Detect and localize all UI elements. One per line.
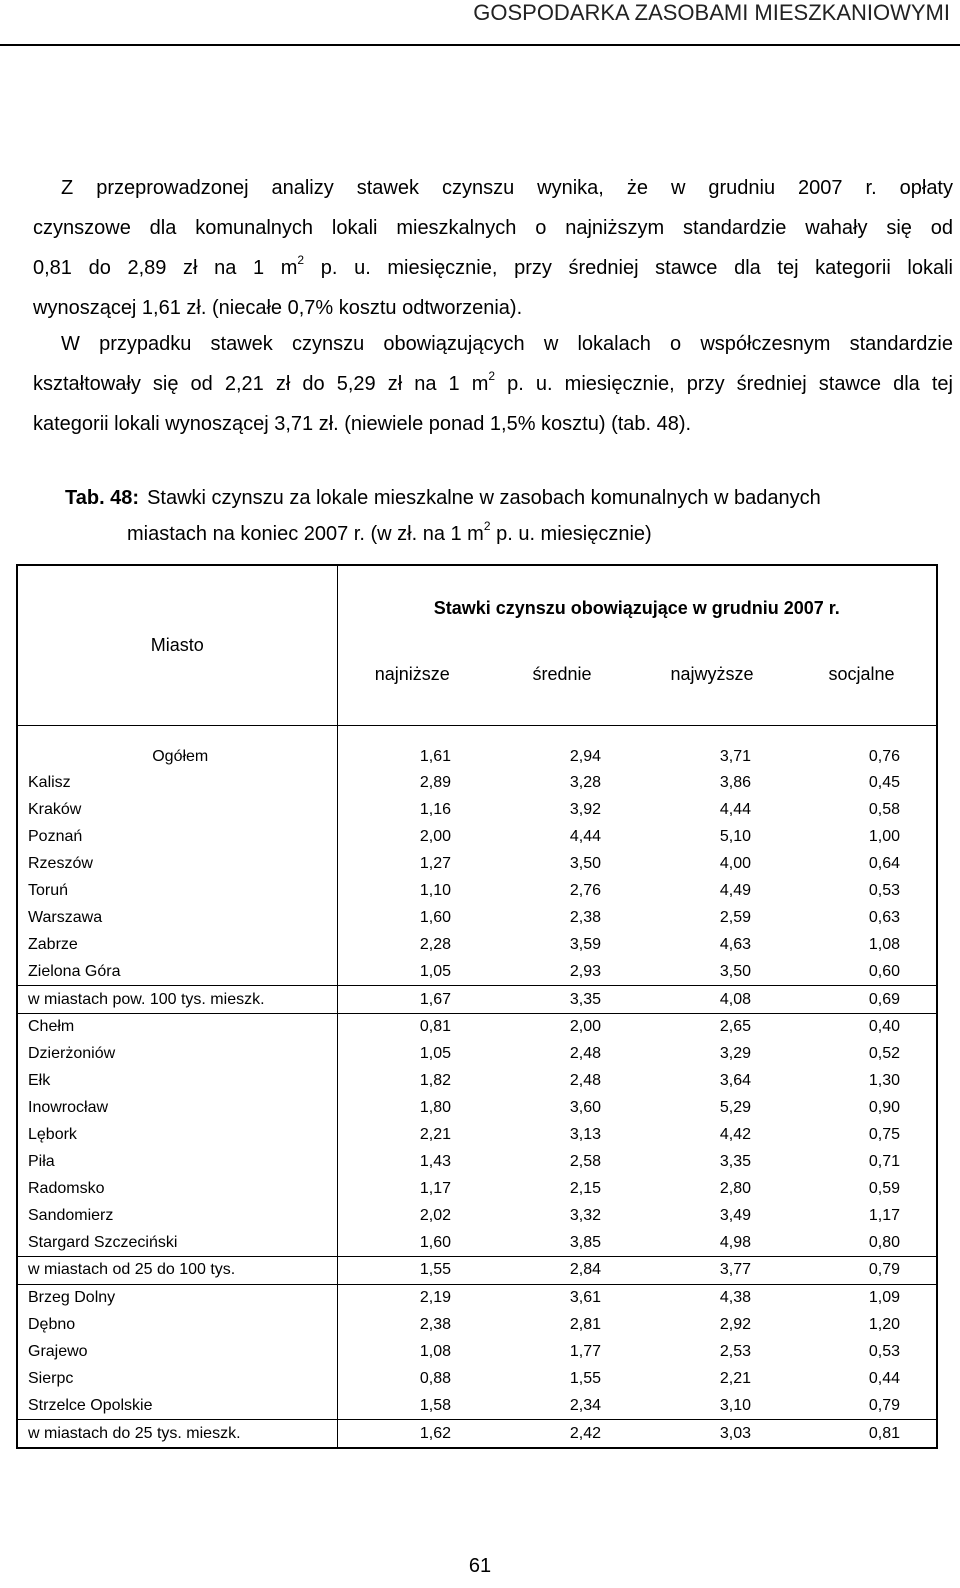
value-cell: 3,50 — [719, 962, 751, 980]
value-cell: 4,49 — [719, 882, 751, 899]
value-cell: 3,92 — [569, 801, 601, 819]
value-cell: 4,63 — [719, 935, 751, 953]
table-row — [17, 931, 937, 958]
paragraph-2-line-2-part-b: p. u. miesięcznie, przy średniej stawce dla tej — [495, 373, 953, 395]
value-cell: 3,03 — [637, 1420, 787, 1448]
superscript: 2 — [297, 253, 305, 268]
value-cell: 1,05 — [419, 1045, 451, 1063]
value-cell: 0,71 — [868, 1152, 900, 1170]
value-cell: 3,10 — [719, 1396, 751, 1414]
table-row — [17, 1148, 937, 1175]
city-name-cell: Kalisz — [17, 770, 337, 797]
value-cell: 1,61 — [337, 726, 487, 771]
value-cell: 0,44 — [868, 1370, 900, 1388]
value-cell: 2,38 — [569, 908, 601, 926]
table-row — [17, 1095, 937, 1122]
value-cell: 3,49 — [719, 1206, 751, 1224]
city-name-cell: Rzeszów — [17, 851, 337, 878]
city-name-cell: w miastach do 25 tys. mieszk. — [17, 1420, 337, 1448]
table-row — [17, 797, 937, 824]
value-cell: 3,50 — [569, 855, 601, 873]
value-cell: 2,80 — [719, 1179, 751, 1197]
value-cell: 5,29 — [719, 1099, 751, 1117]
value-cell: 0,81 — [337, 1014, 487, 1041]
value-cell: 1,08 — [419, 1343, 451, 1361]
value-cell: 1,30 — [868, 1072, 900, 1090]
city-name-cell: Lębork — [17, 1122, 337, 1149]
table-body — [17, 726, 937, 1449]
value-cell: 1,43 — [419, 1152, 451, 1170]
table-row — [17, 1175, 937, 1202]
value-cell: 4,08 — [637, 986, 787, 1014]
city-name-cell: Ogółem — [17, 726, 337, 771]
paragraph-2 — [33, 324, 953, 444]
column-header-city: Miasto — [17, 565, 337, 726]
city-name-cell: w miastach pow. 100 tys. mieszk. — [17, 986, 337, 1014]
paragraph-1-line-1: Z przeprowadzonej analizy stawek czynszu wynika, że w grudniu 2007 r. opłaty — [61, 177, 953, 199]
value-cell: 2,19 — [337, 1284, 487, 1311]
caption-line-2-part-b: p. u. miesięcznie) — [490, 523, 652, 545]
page-number: 61 — [468, 1555, 492, 1577]
value-cell: 1,17 — [868, 1206, 900, 1224]
table-row — [17, 986, 937, 1014]
city-name-cell: Grajewo — [17, 1339, 337, 1366]
value-cell: 0,88 — [419, 1370, 451, 1388]
group-header: Stawki czynszu obowiązujące w grudniu 2007 r. — [433, 598, 840, 618]
value-cell: 4,42 — [719, 1126, 751, 1144]
value-cell: 2,15 — [569, 1179, 601, 1197]
value-cell: 4,44 — [719, 801, 751, 819]
value-cell: 2,89 — [419, 774, 451, 792]
value-cell: 3,35 — [487, 986, 637, 1014]
table-row — [17, 1366, 937, 1393]
paragraph-2-line-2 — [33, 364, 953, 404]
value-cell: 0,80 — [868, 1233, 900, 1251]
value-cell: 3,61 — [487, 1284, 637, 1311]
value-cell: 1,58 — [419, 1396, 451, 1414]
value-cell: 5,10 — [719, 828, 751, 846]
value-cell: 0,63 — [868, 908, 900, 926]
value-cell: 3,60 — [569, 1099, 601, 1117]
value-cell: 1,60 — [419, 908, 451, 926]
city-name-cell: Piła — [17, 1148, 337, 1175]
value-cell: 2,76 — [569, 882, 601, 899]
city-name-cell: Zabrze — [17, 931, 337, 958]
value-cell: 0,53 — [868, 1343, 900, 1361]
table-row — [17, 1392, 937, 1419]
paragraph-2-line-3: kategorii lokali wynoszącej 3,71 zł. (niewiele ponad 1,5% kosztu) (tab. 48). — [33, 413, 692, 435]
value-cell: 0,53 — [868, 882, 900, 899]
table-row — [17, 726, 937, 771]
superscript: 2 — [488, 369, 496, 384]
value-cell: 2,48 — [569, 1072, 601, 1090]
paragraph-2-line-1: W przypadku stawek czynszu obowiązujących w lokalach o współczesnym standardzie — [61, 333, 953, 355]
table-row — [17, 878, 937, 905]
caption-label: Tab. 48: — [65, 487, 140, 509]
city-name-cell: Toruń — [17, 878, 337, 905]
value-cell: 2,38 — [419, 1316, 451, 1334]
value-cell: 0,81 — [787, 1420, 937, 1448]
table-row — [17, 1257, 937, 1285]
city-name-cell: Ełk — [17, 1068, 337, 1095]
table-row — [17, 770, 937, 797]
value-cell: 1,55 — [337, 1257, 487, 1285]
table-row — [17, 824, 937, 851]
table-row — [17, 1420, 937, 1448]
paragraph-1-line-3 — [33, 248, 953, 288]
city-name-cell: Radomsko — [17, 1175, 337, 1202]
paragraph-1-line-3-part-b: p. u. miesięcznie, przy średniej stawce dla tej kategorii lokali — [304, 257, 953, 279]
value-cell: 2,53 — [719, 1343, 751, 1361]
paragraph-1-line-2: czynszowe dla komunalnych lokali mieszkalnych o najniższym standardzie wahały się od — [33, 217, 953, 239]
table-row — [17, 1041, 937, 1068]
city-name-cell: Brzeg Dolny — [17, 1284, 337, 1311]
value-cell: 0,58 — [868, 801, 900, 819]
value-cell: 1,27 — [419, 855, 451, 873]
table-row — [17, 1202, 937, 1229]
value-cell: 0,79 — [868, 1396, 900, 1414]
value-cell: 2,48 — [569, 1045, 601, 1063]
column-header-average: średnie — [532, 663, 592, 684]
city-name-cell: Kraków — [17, 797, 337, 824]
value-cell: 0,64 — [868, 855, 900, 873]
value-cell: 4,38 — [637, 1284, 787, 1311]
value-cell: 4,00 — [719, 855, 751, 873]
caption-line-1: Stawki czynszu za lokale mieszkalne w zasobach komunalnych w badanych — [147, 487, 821, 509]
value-cell: 2,92 — [719, 1316, 751, 1334]
paragraph-2-line-2-part-a: kształtowały się od 2,21 zł do 5,29 zł na 1 m — [33, 373, 489, 395]
value-cell: 1,00 — [868, 828, 900, 846]
value-cell: 2,00 — [487, 1014, 637, 1041]
value-cell: 1,62 — [337, 1420, 487, 1448]
value-cell: 1,80 — [419, 1099, 451, 1117]
table-row — [17, 1339, 937, 1366]
table-row — [17, 1284, 937, 1311]
value-cell: 2,02 — [419, 1206, 451, 1224]
superscript: 2 — [483, 519, 491, 534]
value-cell: 0,76 — [787, 726, 937, 771]
city-name-cell: Warszawa — [17, 904, 337, 931]
caption-line-2 — [65, 516, 945, 552]
value-cell: 3,64 — [719, 1072, 751, 1090]
table-caption — [65, 480, 945, 552]
paragraph-1-line-4: wynoszącej 1,61 zł. (niecałe 0,7% kosztu odtworzenia). — [33, 297, 523, 319]
value-cell: 0,90 — [868, 1099, 900, 1117]
caption-line-2-part-a: miastach na koniec 2007 r. (w zł. na 1 m — [127, 523, 484, 545]
value-cell: 3,86 — [719, 774, 751, 792]
value-cell: 1,16 — [419, 801, 451, 819]
value-cell: 1,60 — [419, 1233, 451, 1251]
rent-rates-table-wrapper — [16, 564, 938, 1449]
table-row — [17, 1122, 937, 1149]
value-cell: 3,32 — [569, 1206, 601, 1224]
value-cell: 2,59 — [719, 908, 751, 926]
city-name-cell: Strzelce Opolskie — [17, 1392, 337, 1419]
value-cell: 3,77 — [637, 1257, 787, 1285]
value-cell: 1,20 — [868, 1316, 900, 1334]
value-cell: 2,81 — [569, 1316, 601, 1334]
value-cell: 3,28 — [569, 774, 601, 792]
table-row — [17, 904, 937, 931]
value-cell: 1,55 — [569, 1370, 601, 1388]
value-cell: 2,84 — [487, 1257, 637, 1285]
city-name-cell: Dębno — [17, 1312, 337, 1339]
value-cell: 3,59 — [569, 935, 601, 953]
value-cell: 3,29 — [719, 1045, 751, 1063]
value-cell: 2,65 — [637, 1014, 787, 1041]
city-name-cell: Zielona Góra — [17, 958, 337, 985]
value-cell: 2,34 — [569, 1396, 601, 1414]
city-name-cell: Sierpc — [17, 1366, 337, 1393]
value-cell: 0,75 — [868, 1126, 900, 1144]
header-rule — [0, 44, 960, 46]
city-name-cell: w miastach od 25 do 100 tys. — [17, 1257, 337, 1285]
value-cell: 0,40 — [787, 1014, 937, 1041]
table-row — [17, 1312, 937, 1339]
value-cell: 1,17 — [419, 1179, 451, 1197]
value-cell: 2,94 — [487, 726, 637, 771]
value-cell: 0,52 — [868, 1045, 900, 1063]
rent-rates-table — [16, 564, 938, 1449]
value-cell: 1,82 — [419, 1072, 451, 1090]
city-name-cell: Inowrocław — [17, 1095, 337, 1122]
value-cell: 1,05 — [419, 962, 451, 980]
value-cell: 3,71 — [637, 726, 787, 771]
running-header: GOSPODARKA ZASOBAMI MIESZKANIOWYMI — [473, 0, 950, 25]
value-cell: 0,59 — [868, 1179, 900, 1197]
table-row — [17, 1014, 937, 1041]
table-row — [17, 958, 937, 985]
city-name-cell: Sandomierz — [17, 1202, 337, 1229]
value-cell: 1,09 — [787, 1284, 937, 1311]
value-cell: 2,28 — [419, 935, 451, 953]
value-cell: 0,79 — [787, 1257, 937, 1285]
value-cell: 3,35 — [719, 1152, 751, 1170]
value-cell: 0,45 — [868, 774, 900, 792]
column-header-highest: najwyższe — [670, 663, 754, 684]
table-row — [17, 851, 937, 878]
value-cell: 2,00 — [419, 828, 451, 846]
value-cell: 1,67 — [337, 986, 487, 1014]
value-cell: 2,21 — [719, 1370, 751, 1388]
paragraph-1-line-3-part-a: 0,81 do 2,89 zł na 1 m — [33, 257, 298, 279]
city-name-cell: Dzierżoniów — [17, 1041, 337, 1068]
city-name-cell: Chełm — [17, 1014, 337, 1041]
value-cell: 3,13 — [569, 1126, 601, 1144]
value-cell: 1,08 — [868, 935, 900, 953]
value-cell: 2,93 — [569, 962, 601, 980]
city-name-cell: Stargard Szczeciński — [17, 1229, 337, 1256]
table-row — [17, 1229, 937, 1256]
value-cell: 2,42 — [487, 1420, 637, 1448]
column-header-social: socjalne — [828, 663, 895, 684]
value-cell: 4,98 — [719, 1233, 751, 1251]
value-cell: 3,85 — [569, 1233, 601, 1251]
city-name-cell: Poznań — [17, 824, 337, 851]
paragraph-1 — [33, 168, 953, 328]
value-cell: 1,10 — [419, 882, 451, 899]
value-cell: 2,58 — [569, 1152, 601, 1170]
column-header-lowest: najniższe — [374, 663, 450, 684]
value-cell: 1,77 — [569, 1343, 601, 1361]
value-cell: 0,60 — [868, 962, 900, 980]
table-row — [17, 1068, 937, 1095]
value-cell: 2,21 — [419, 1126, 451, 1144]
value-cell: 0,69 — [787, 986, 937, 1014]
value-cell: 4,44 — [569, 828, 601, 846]
